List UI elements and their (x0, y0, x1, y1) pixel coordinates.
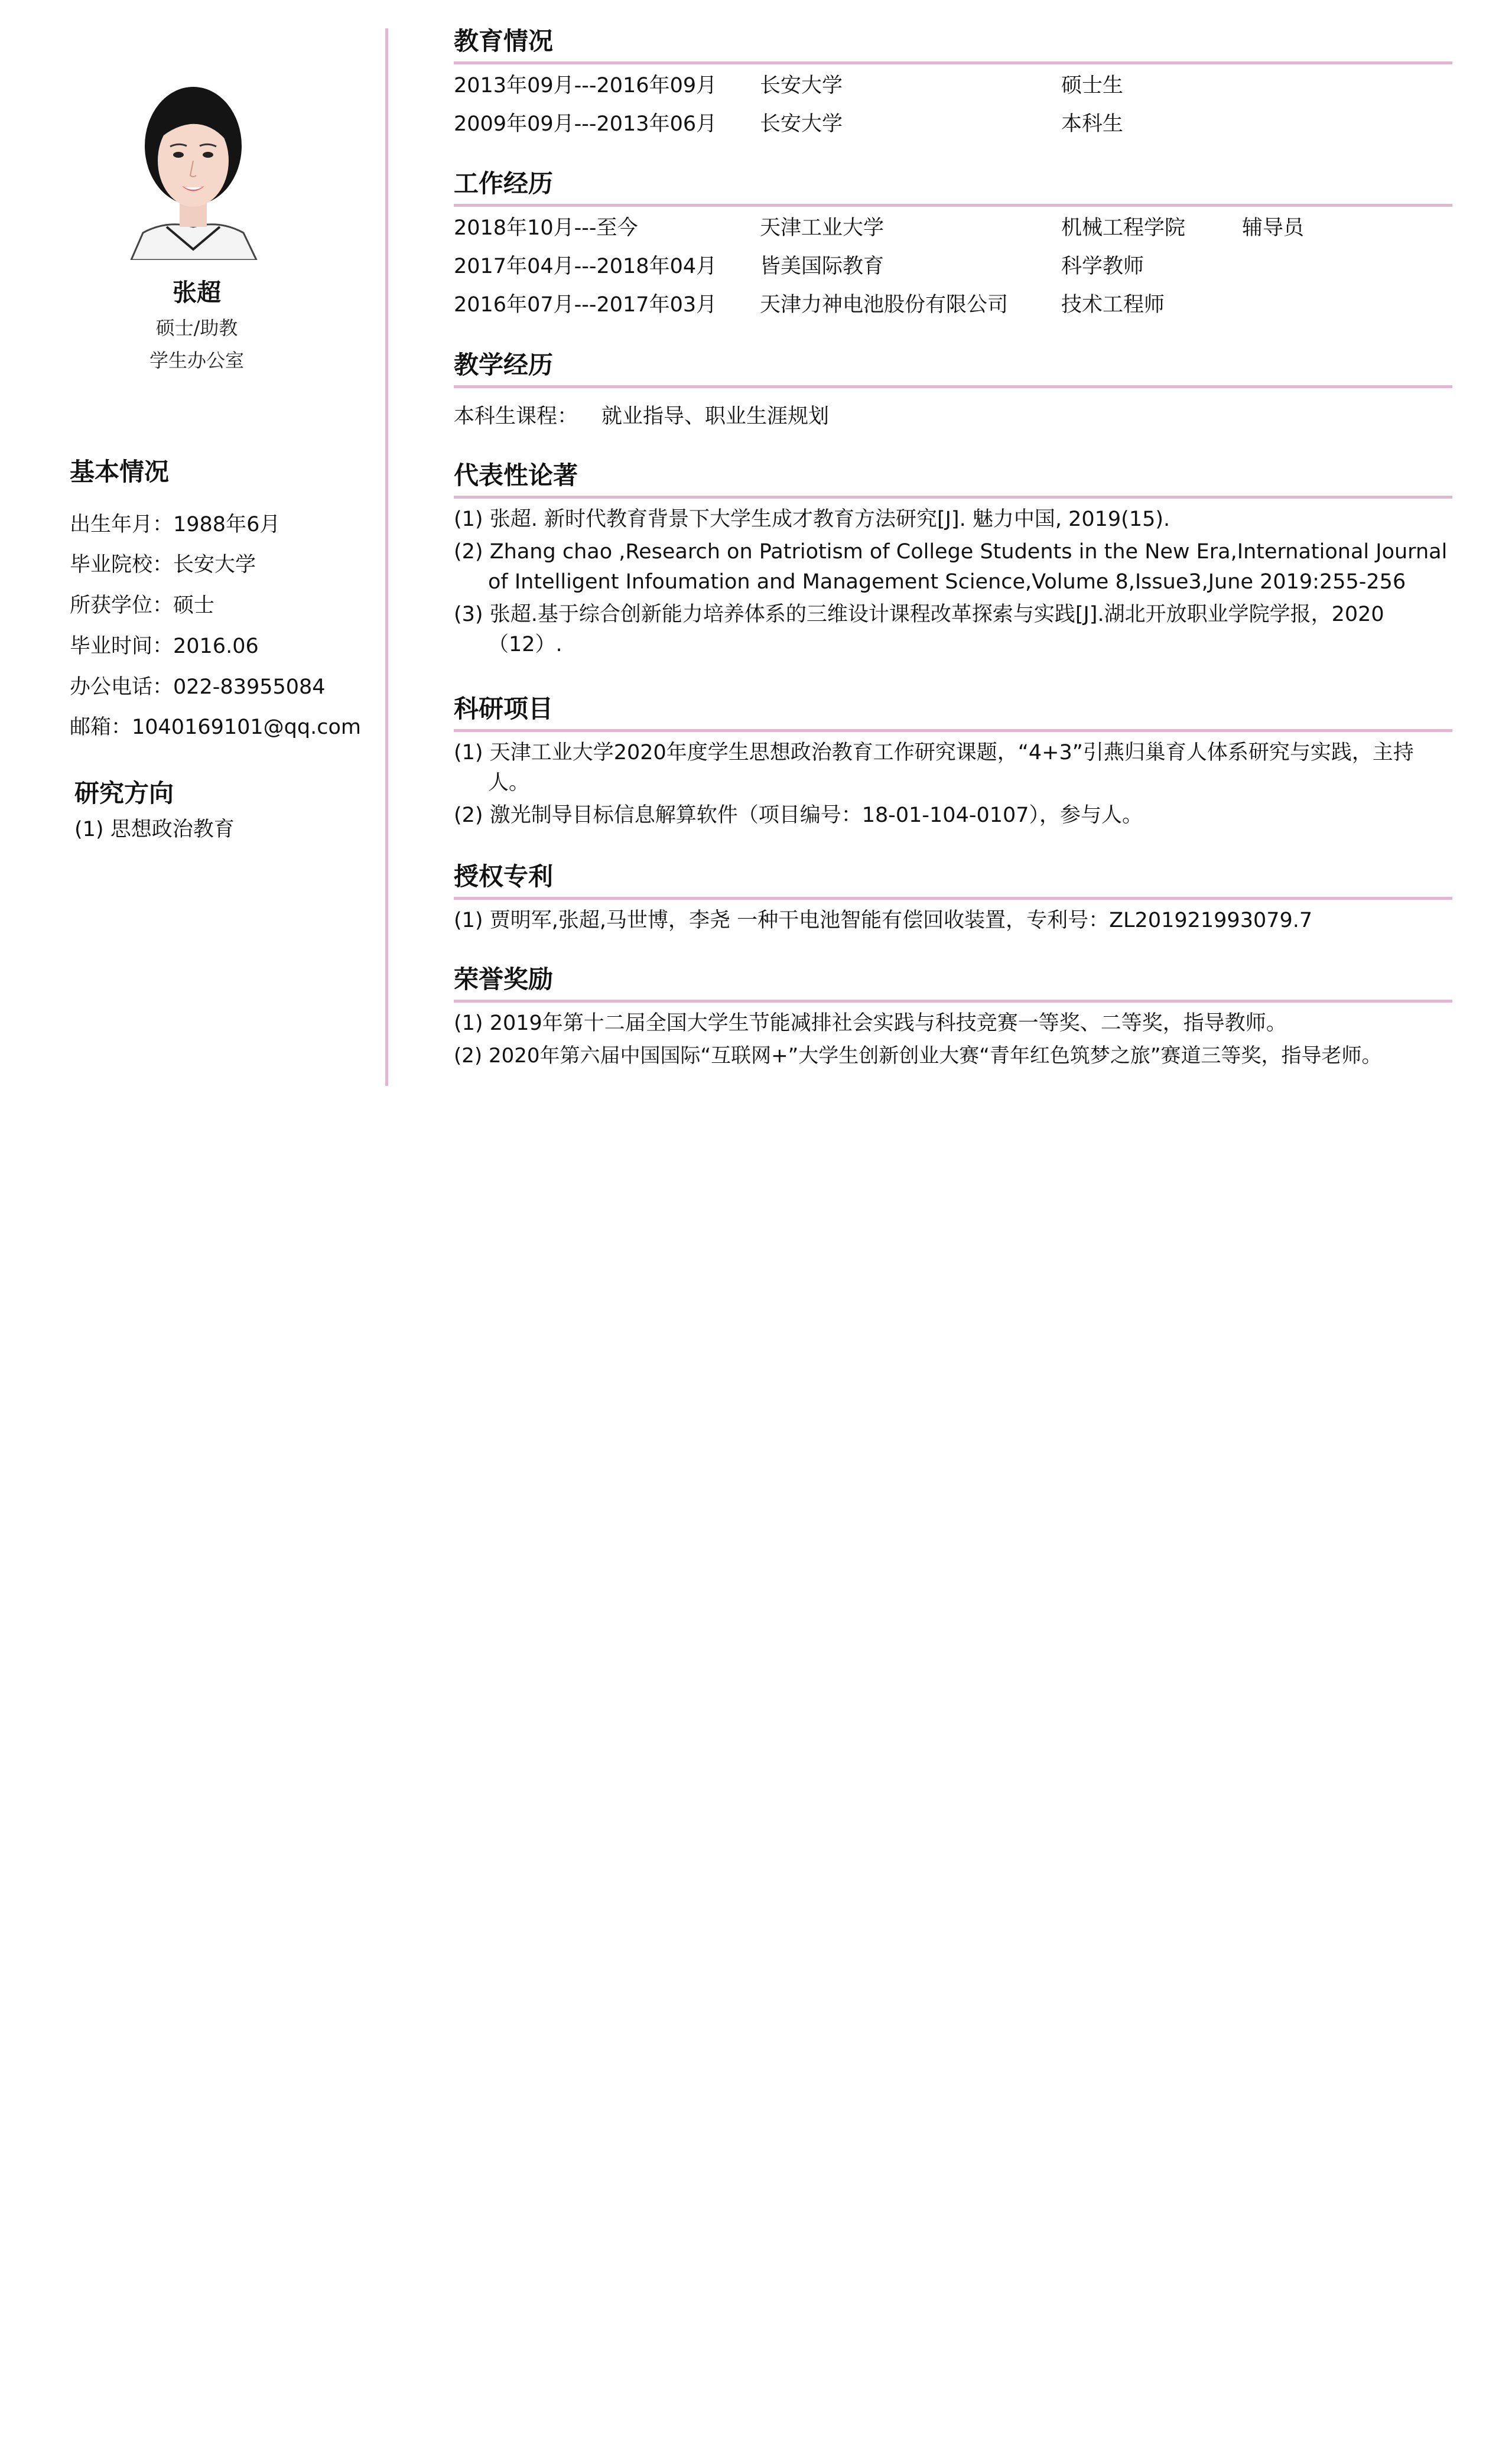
patent-item: (1) 贾明军,张超,马世博，李尧 一种干电池智能有偿回收装置，专利号：ZL201921993079.7 (454, 909, 1313, 932)
research-heading: 研究方向 (74, 779, 174, 808)
education-section (454, 25, 1452, 141)
education-school: 长安大学 (760, 74, 843, 97)
teaching-label: 本科生课程： (454, 405, 578, 428)
patents-section (454, 860, 1452, 936)
profile-name: 张超 (173, 278, 221, 307)
publication-item: (2) Zhang chao ,Research on Patriotism of College Students in the New Era,International Journal of Intelligent Infoumation and Management Science,Volume 8,Issue3,June 2019:255-256 (454, 540, 1448, 594)
portrait-image (125, 72, 261, 260)
research-item: (1) 思想政治教育 (74, 818, 235, 841)
education-row (454, 64, 1452, 103)
work-dept: 技术工程师 (1061, 293, 1165, 317)
work-row (454, 207, 1452, 245)
teaching-line (454, 400, 1452, 430)
publication-item: (3) 张超.基于综合创新能力培养体系的三维设计课程改革探索与实践[J].湖北开放职业学院学报，2020（12）. (454, 603, 1384, 656)
profile-photo (125, 72, 261, 260)
work-row (454, 245, 1452, 284)
info-graduation: 毕业时间：2016.06 (70, 635, 259, 658)
basic-info-heading: 基本情况 (70, 457, 170, 486)
publications-heading: 代表性论著 (454, 461, 578, 490)
project-item: (2) 激光制导目标信息解算软件（项目编号：18-01-104-0107），参与人。 (454, 804, 1143, 827)
profile-office: 学生办公室 (149, 349, 244, 372)
section-divider (454, 897, 1452, 900)
patents-heading: 授权专利 (454, 862, 554, 891)
work-period: 2018年10月---至今 (454, 216, 638, 240)
work-org: 天津力神电池股份有限公司 (760, 293, 1009, 317)
project-item: (1) 天津工业大学2020年度学生思想政治教育工作研究课题，“4+3”引燕归巢育人体系研究与实践，主持人。 (454, 741, 1414, 795)
work-period: 2017年04月---2018年04月 (454, 255, 717, 278)
sidebar-divider (385, 28, 388, 1086)
section-divider (454, 496, 1452, 499)
award-item: (1) 2019年第十二届全国大学生节能减排社会实践与科技竞赛一等奖、二等奖，指导教师。 (454, 1011, 1287, 1035)
education-row (454, 103, 1452, 141)
work-row (454, 284, 1452, 322)
teaching-heading: 教学经历 (454, 350, 554, 379)
awards-heading: 荣誉奖励 (454, 965, 554, 994)
work-period: 2016年07月---2017年03月 (454, 293, 717, 317)
projects-section (454, 692, 1452, 831)
work-heading: 工作经历 (454, 169, 554, 198)
work-role: 辅导员 (1242, 216, 1305, 240)
work-section (454, 167, 1452, 322)
profile-title: 硕士/助教 (155, 317, 238, 339)
education-heading: 教育情况 (454, 27, 554, 56)
info-birth: 出生年月：1988年6月 (70, 513, 281, 536)
education-degree: 硕士生 (1061, 74, 1124, 97)
section-divider (454, 1000, 1452, 1003)
info-email[interactable]: 邮箱：1040169101@qq.com (70, 715, 361, 739)
projects-heading: 科研项目 (454, 694, 554, 723)
info-phone: 办公电话：022-83955084 (70, 675, 326, 699)
profile-sidebar (0, 0, 388, 1087)
education-period: 2009年09月---2013年06月 (454, 112, 717, 136)
work-dept: 科学教师 (1061, 255, 1144, 278)
section-divider (454, 385, 1452, 388)
education-degree: 本科生 (1061, 112, 1124, 136)
work-org: 皆美国际教育 (760, 255, 885, 278)
teaching-section (454, 349, 1452, 430)
awards-section (454, 963, 1452, 1071)
publication-item: (1) 张超. 新时代教育背景下大学生成才教育方法研究[J]. 魅力中国, 2019(15). (454, 508, 1170, 531)
section-divider (454, 729, 1452, 732)
info-degree: 所获学位：硕士 (70, 594, 215, 617)
teaching-courses: 就业指导、职业生涯规划 (601, 405, 830, 428)
education-period: 2013年09月---2016年09月 (454, 74, 717, 97)
publications-section (454, 459, 1452, 660)
award-item: (2) 2020年第六届中国国际“互联网+”大学生创新创业大赛“青年红色筑梦之旅”赛道三等奖，指导老师。 (454, 1044, 1382, 1068)
info-school: 毕业院校：长安大学 (70, 553, 256, 577)
work-org: 天津工业大学 (760, 216, 885, 240)
education-school: 长安大学 (760, 112, 843, 136)
work-dept: 机械工程学院 (1061, 216, 1186, 240)
